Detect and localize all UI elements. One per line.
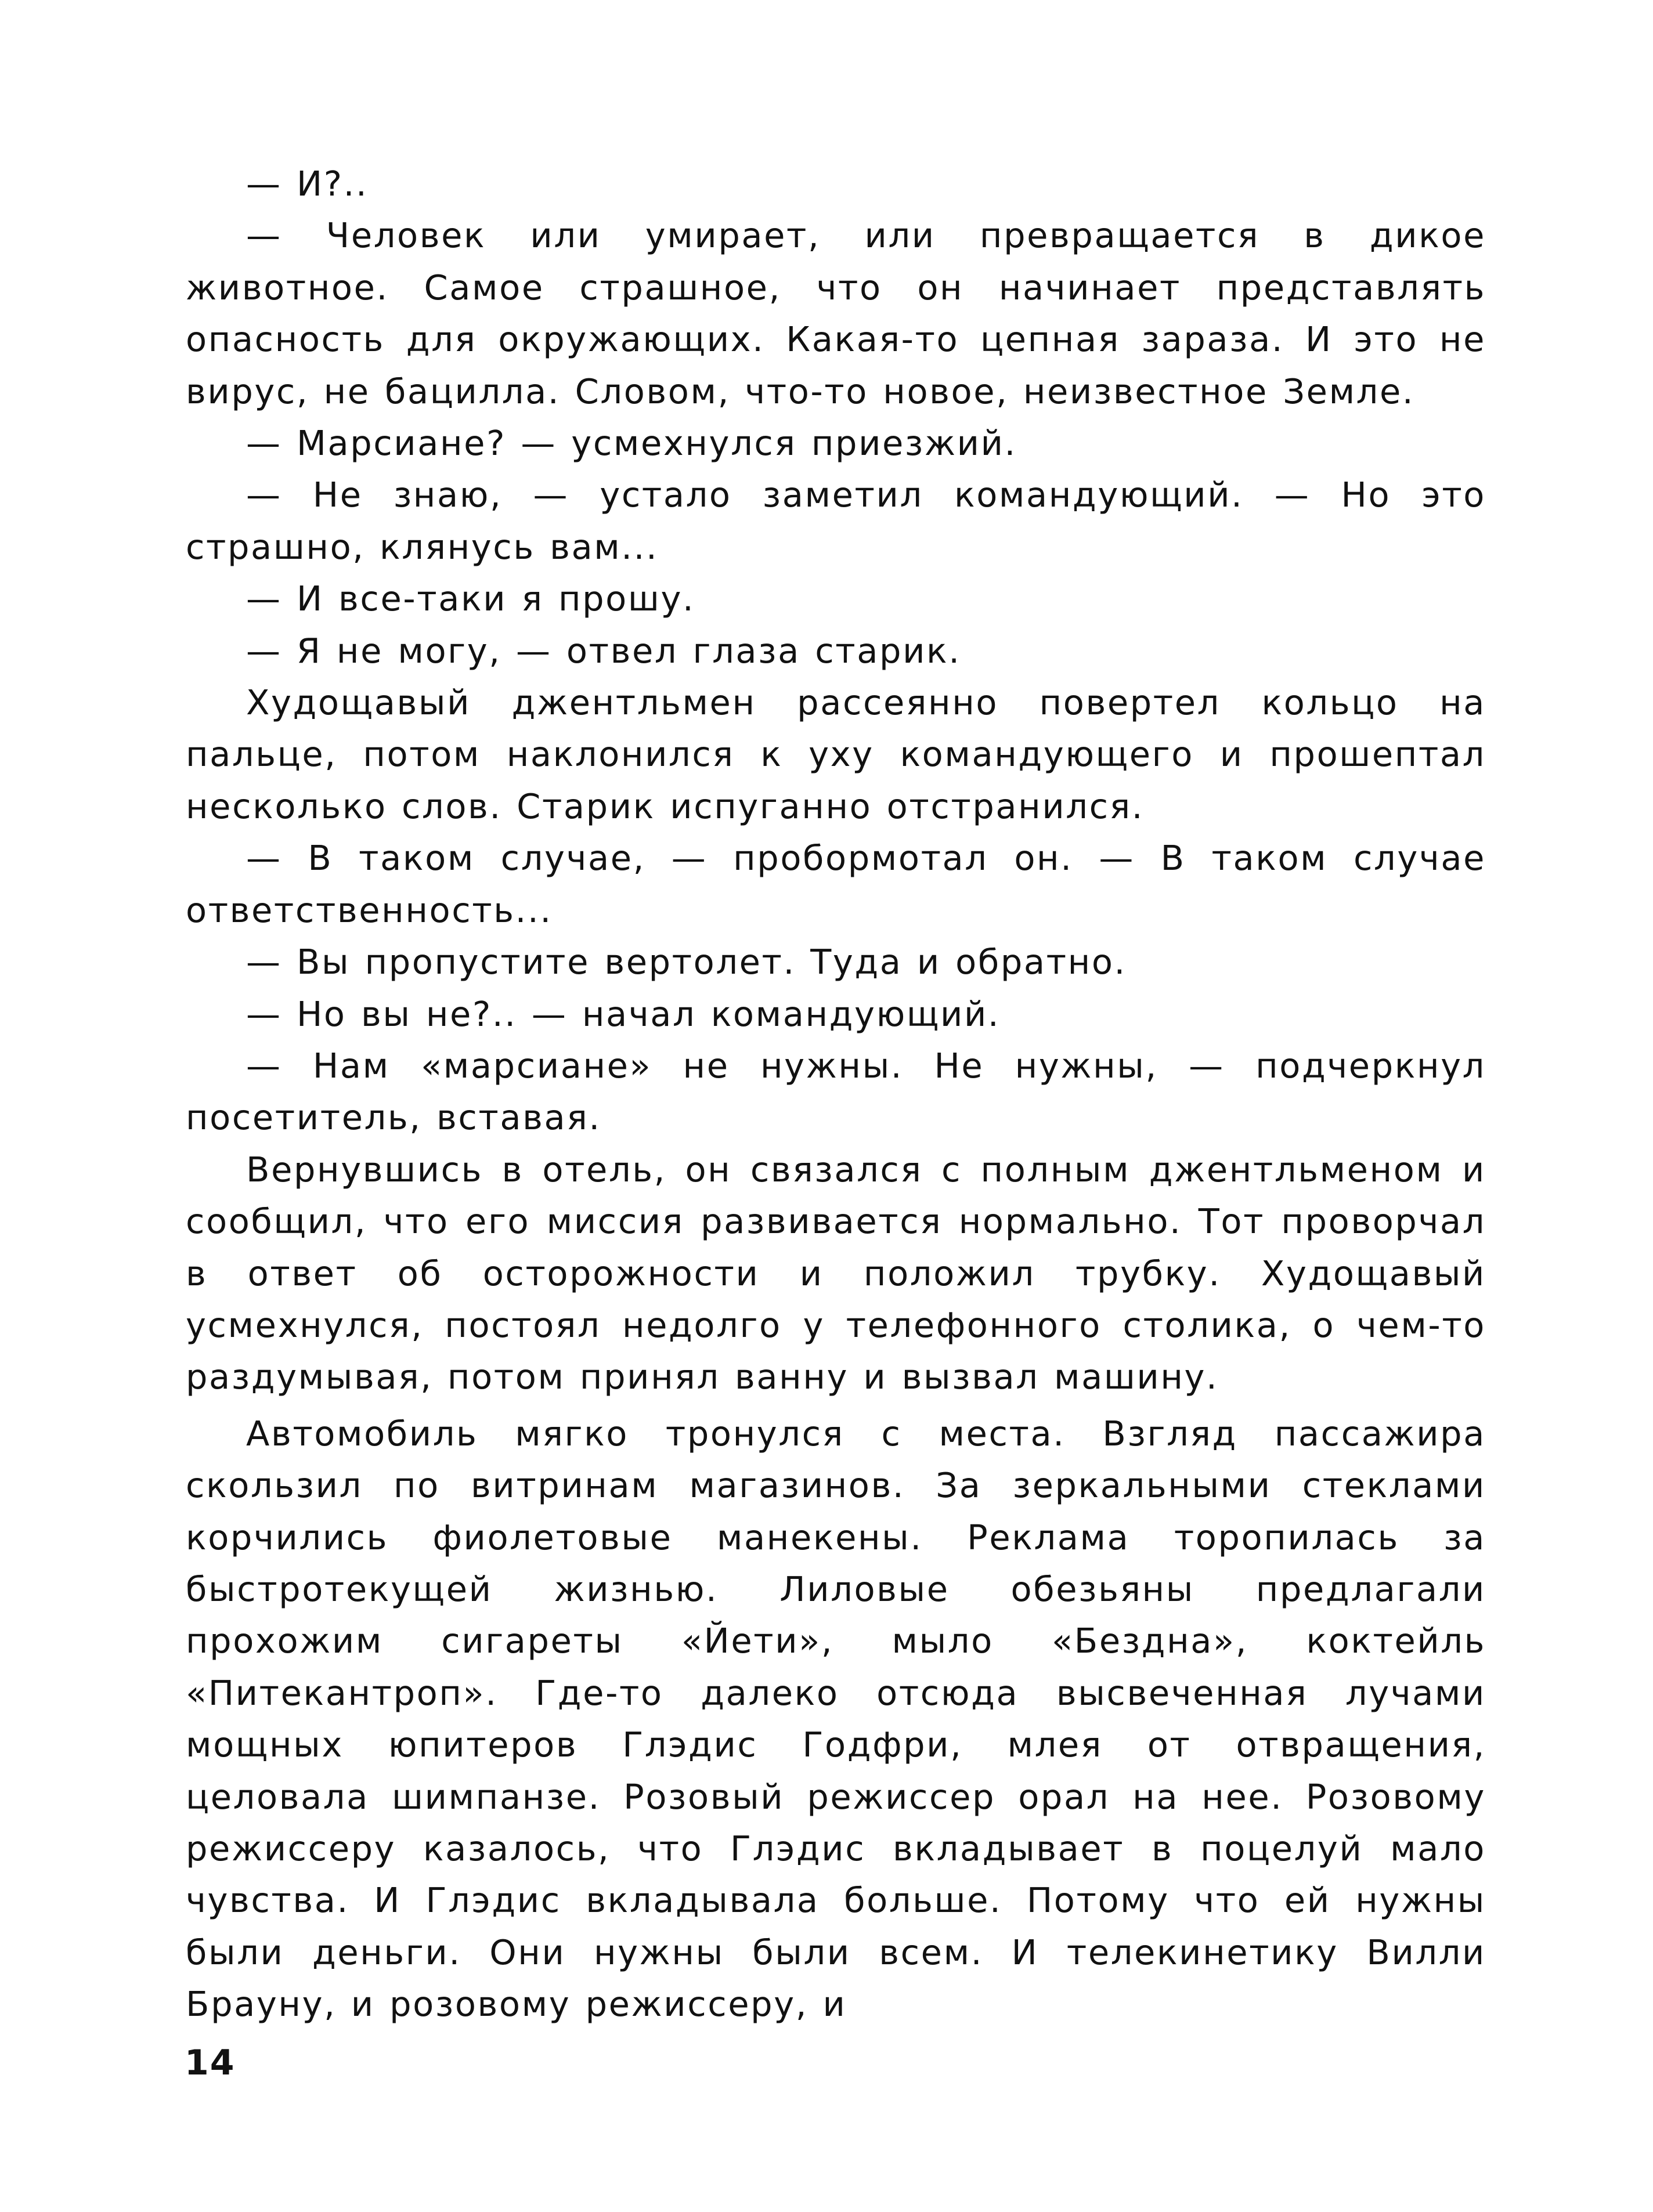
paragraph-5: — И все-таки я прошу.: [246, 579, 695, 619]
paragraph-3: — Марсиане? — усмехнулся приезжий.: [246, 423, 1017, 464]
paragraph-7: Худощавый джентльмен рассеянно повертел кольцо на пальце, потом наклонился к уху командующего и прошептал несколько слов. Старик испуганно отстранился.: [186, 682, 1486, 826]
paragraph-11: — Нам «марсиане» не нужны. Не нужны, — подчеркнул посетитель, вставая.: [186, 1045, 1486, 1138]
paragraph-6: — Я не могу, — отвел глаза старик.: [246, 630, 961, 671]
paragraph-12: Вернувшись в отель, он связался с полным джентльменом и сообщил, что его миссия развивается нормально. Тот проворчал в ответ об осторожности и положил трубку. Худощавый усмехнулся, постоял недолго у телефонного столика, о чем-то раздумывая, потом принял ванну и вызвал машину.: [186, 1149, 1486, 1397]
paragraph-1: — И?..: [246, 164, 369, 204]
page-number: 14: [185, 2043, 236, 2083]
paragraph-10: — Но вы не?.. — начал командующий.: [246, 993, 1001, 1034]
paragraph-13: Автомобиль мягко тронулся с места. Взгляд пассажира скользил по витринам магазинов. За зеркальными стеклами корчились фиолетовые манекены. Реклама торопилась за быстротекущей жизнью. Лиловые обезьяны предлагали прохожим сигареты «Йети», мыло «Бездна», коктейль «Питекантроп». Где-то далеко отсюда высвеченная лучами мощных юпитеров Глэдис Годфри, млея от отвращения, целовала шимпанзе. Розовый режиссер орал на нее. Розовому режиссеру казалось, что Глэдис вкладывает в поцелуй мало чувства. И Глэдис вкладывала больше. Потому что ей нужны были деньги. Они нужны были всем. И телекинетику Вилли Брауну, и розовому режиссеру, и: [186, 1413, 1486, 2025]
paragraph-4: — Не знаю, — устало заметил командующий. — Но это страшно, клянусь вам...: [186, 475, 1486, 567]
body-text: [186, 158, 1486, 2030]
paragraph-9: — Вы пропустите вертолет. Туда и обратно.: [246, 942, 1127, 982]
paragraph-2: — Человек или умирает, или превращается в дикое животное. Самое страшное, что он начинает представлять опасность для окружающих. Какая-то цепная зараза. И это не вирус, не бацилла. Словом, что-то новое, неизвестное Земле.: [186, 215, 1486, 411]
paragraph-8: — В таком случае, — пробормотал он. — В таком случае ответственность...: [186, 838, 1486, 930]
